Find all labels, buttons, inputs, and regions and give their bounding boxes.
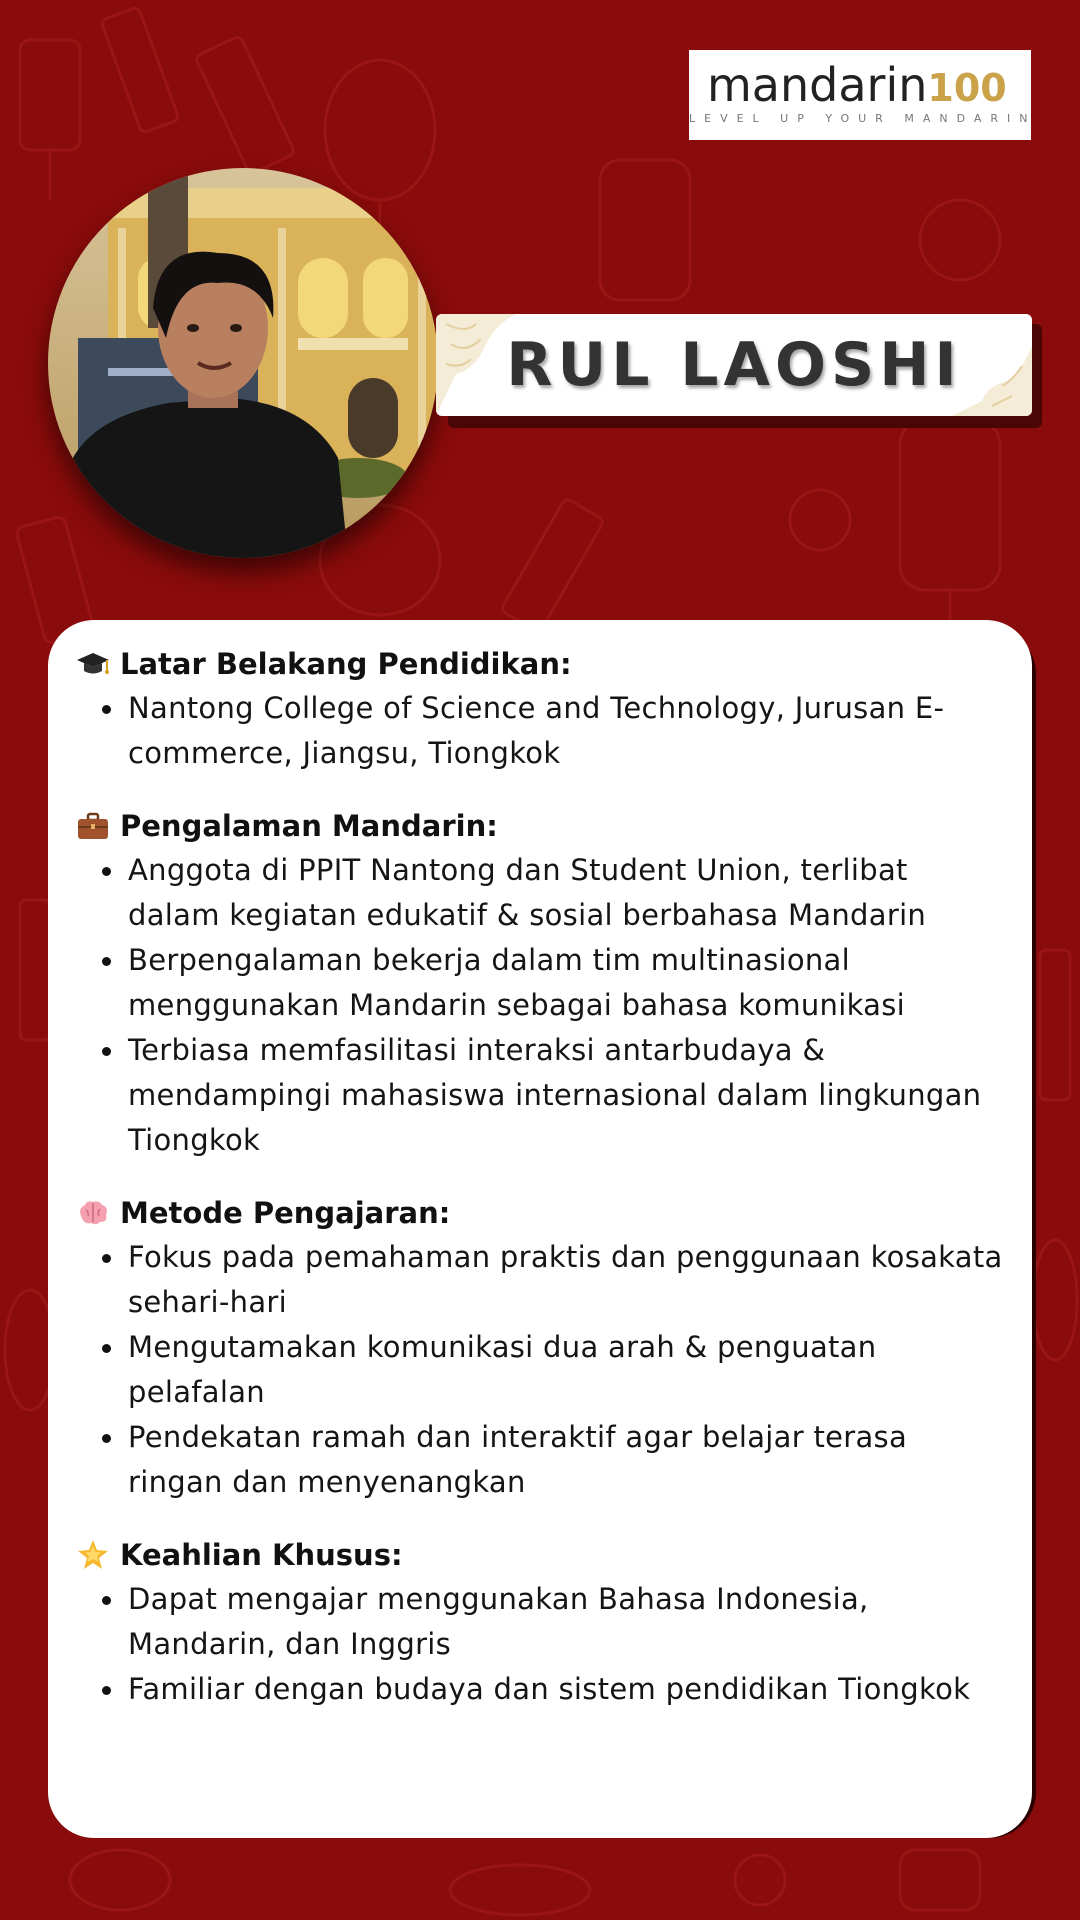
- name-banner: [436, 314, 1032, 416]
- briefcase-icon: [76, 809, 110, 843]
- list-item: Mengutamakan komunikasi dua arah & penguatan pelafalan: [76, 1325, 1004, 1415]
- info-card: [48, 620, 1032, 1838]
- education-list: [76, 686, 1004, 776]
- logo-wordmark: [707, 58, 1007, 112]
- teacher-name: RUL LAOSHI: [506, 330, 962, 400]
- profile-photo: [48, 168, 438, 558]
- logo-word: mandarin: [707, 58, 928, 112]
- experience-list: [76, 848, 1004, 1163]
- section-experience: [76, 804, 1004, 1163]
- special-skills-list: [76, 1577, 1004, 1712]
- section-title-experience: Pengalaman Mandarin:: [120, 809, 498, 843]
- list-item: Dapat mengajar menggunakan Bahasa Indonesia, Mandarin, dan Inggris: [76, 1577, 1004, 1667]
- list-item: Nantong College of Science and Technology, Jurusan E-commerce, Jiangsu, Tiongkok: [76, 686, 1004, 776]
- brand-logo: [689, 50, 1037, 140]
- section-title-teaching-method: Metode Pengajaran:: [120, 1196, 451, 1230]
- section-education: [76, 642, 1004, 776]
- list-item: Familiar dengan budaya dan sistem pendidikan Tiongkok: [76, 1667, 1004, 1712]
- graduation-cap-icon: [76, 647, 110, 681]
- teaching-method-list: [76, 1235, 1004, 1505]
- logo-number: 100: [927, 66, 1007, 110]
- section-teaching-method: [76, 1191, 1004, 1505]
- list-item: Terbiasa memfasilitasi interaksi antarbudaya & mendampingi mahasiswa internasional dalam lingkungan Tiongkok: [76, 1028, 1004, 1163]
- list-item: Pendekatan ramah dan interaktif agar belajar terasa ringan dan menyenangkan: [76, 1415, 1004, 1505]
- section-special-skills: [76, 1533, 1004, 1712]
- section-title-special-skills: Keahlian Khusus:: [120, 1538, 403, 1572]
- list-item: Anggota di PPIT Nantong dan Student Union, terlibat dalam kegiatan edukatif & sosial berbahasa Mandarin: [76, 848, 1004, 938]
- logo-tagline: LEVEL UP YOUR MANDARIN: [689, 112, 1037, 125]
- brain-icon: [76, 1196, 110, 1230]
- list-item: Fokus pada pemahaman praktis dan penggunaan kosakata sehari-hari: [76, 1235, 1004, 1325]
- star-icon: [76, 1538, 110, 1572]
- section-title-education: Latar Belakang Pendidikan:: [120, 647, 572, 681]
- list-item: Berpengalaman bekerja dalam tim multinasional menggunakan Mandarin sebagai bahasa komunikasi: [76, 938, 1004, 1028]
